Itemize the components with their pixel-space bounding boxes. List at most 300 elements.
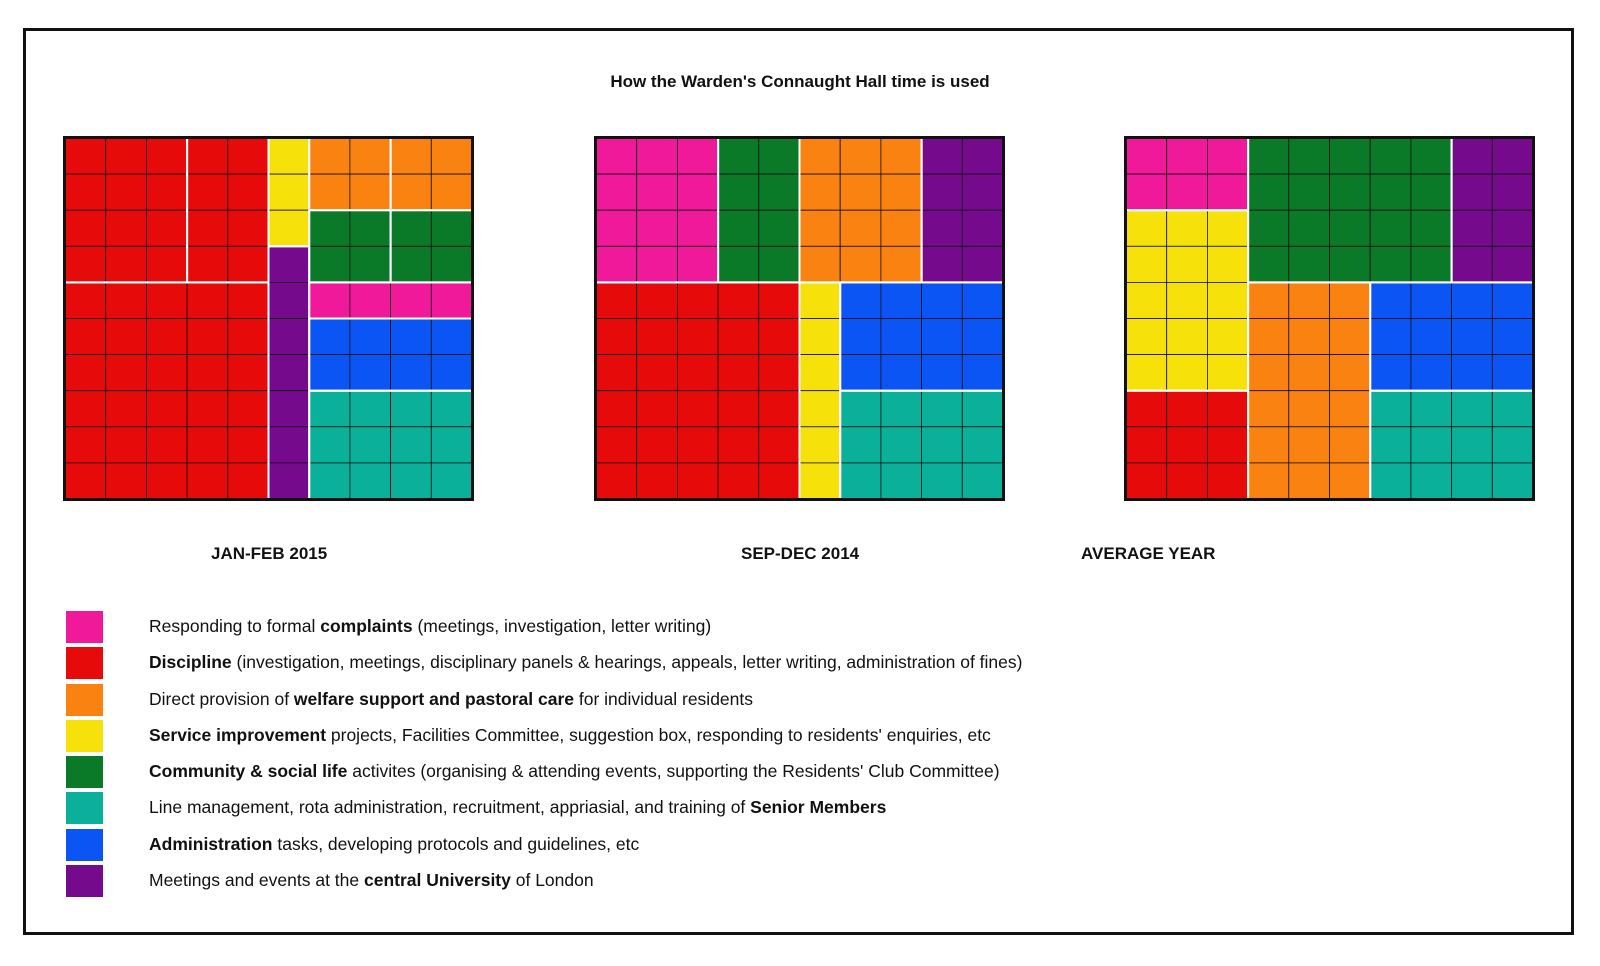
waffle-cell-complaints — [677, 246, 718, 282]
waffle-cell-discipline — [228, 210, 269, 246]
waffle-cell-welfare — [1289, 319, 1330, 355]
legend-swatch-admin — [66, 829, 103, 861]
waffle-cell-line — [350, 427, 391, 463]
waffle-cell-community — [1370, 174, 1411, 210]
waffle-cell-central — [922, 210, 963, 246]
legend-text-discipline — [149, 652, 1022, 673]
waffle-cell-line — [309, 463, 350, 499]
waffle-cell-complaints — [391, 282, 432, 318]
waffle-cell-line — [309, 391, 350, 427]
waffle-cell-discipline — [596, 355, 637, 391]
waffle-cell-complaints — [637, 174, 678, 210]
waffle-cell-discipline — [187, 427, 228, 463]
waffle-cell-welfare — [881, 174, 922, 210]
legend-text-segment: Responding to formal — [149, 616, 321, 636]
waffle-cell-welfare — [1248, 319, 1289, 355]
waffle-cell-complaints — [677, 138, 718, 174]
waffle-cell-admin — [1452, 282, 1493, 318]
waffle-cell-welfare — [1330, 391, 1371, 427]
legend-text-segment: Discipline — [149, 652, 232, 673]
waffle-cell-central — [1452, 210, 1493, 246]
waffle-cell-discipline — [228, 282, 269, 318]
waffle-cell-line — [1492, 391, 1533, 427]
waffle-cell-admin — [1411, 319, 1452, 355]
waffle-cell-community — [1248, 210, 1289, 246]
waffle-cell-welfare — [800, 246, 841, 282]
waffle-cell-admin — [391, 319, 432, 355]
waffle-cell-central — [269, 427, 310, 463]
waffle-cell-line — [391, 427, 432, 463]
legend-swatch-community — [66, 756, 103, 788]
waffle-cell-discipline — [637, 391, 678, 427]
waffle-cell-line — [1370, 427, 1411, 463]
waffle-cell-community — [1370, 246, 1411, 282]
waffle-cell-community — [1248, 138, 1289, 174]
waffle-cell-central — [1452, 174, 1493, 210]
waffle-cell-central — [269, 319, 310, 355]
waffle-cell-community — [718, 174, 759, 210]
waffle-cell-discipline — [596, 319, 637, 355]
waffle-cell-discipline — [187, 463, 228, 499]
waffle-cell-complaints — [1207, 174, 1248, 210]
waffle-cell-line — [1452, 463, 1493, 499]
waffle-cell-discipline — [637, 427, 678, 463]
legend-text-line — [149, 797, 886, 818]
waffle-cell-community — [1289, 174, 1330, 210]
legend-text-segment: Meetings and events at the — [149, 870, 364, 891]
waffle-cell-line — [309, 427, 350, 463]
waffle-cell-line — [1370, 391, 1411, 427]
waffle-cell-discipline — [65, 427, 106, 463]
waffle-cell-community — [718, 210, 759, 246]
waffle-cell-discipline — [187, 174, 228, 210]
waffle-cell-discipline — [677, 391, 718, 427]
waffle-cell-welfare — [1248, 391, 1289, 427]
legend-text-segment: Administration — [149, 833, 273, 854]
waffle-cell-central — [962, 246, 1003, 282]
waffle-cell-line — [922, 463, 963, 499]
waffle-cell-line — [962, 427, 1003, 463]
waffle-cell-service — [1207, 246, 1248, 282]
waffle-cell-complaints — [596, 246, 637, 282]
waffle-cell-complaints — [1167, 174, 1208, 210]
waffle-cell-admin — [1411, 282, 1452, 318]
waffle-cell-service — [1207, 210, 1248, 246]
waffle-cell-discipline — [187, 355, 228, 391]
waffle-cell-discipline — [187, 391, 228, 427]
waffle-cell-community — [1248, 246, 1289, 282]
legend-text-community — [149, 761, 1000, 782]
waffle-cell-complaints — [1167, 138, 1208, 174]
waffle-chart-average-year — [1124, 136, 1535, 501]
waffle-cell-welfare — [1289, 355, 1330, 391]
waffle-cell-complaints — [1126, 138, 1167, 174]
waffle-cell-admin — [1452, 319, 1493, 355]
legend-swatch-service — [66, 720, 103, 752]
waffle-cell-service — [1167, 319, 1208, 355]
waffle-cell-complaints — [309, 282, 350, 318]
waffle-cell-central — [1492, 246, 1533, 282]
waffle-cell-line — [1452, 427, 1493, 463]
waffle-cell-discipline — [718, 355, 759, 391]
waffle-cell-central — [962, 174, 1003, 210]
legend-text-segment: central University — [364, 870, 511, 891]
waffle-cell-admin — [1492, 282, 1533, 318]
waffle-cell-discipline — [187, 246, 228, 282]
waffle-cell-welfare — [309, 138, 350, 174]
waffle-cell-service — [269, 210, 310, 246]
legend-text-central — [149, 870, 594, 891]
waffle-cell-discipline — [146, 319, 187, 355]
waffle-cell-discipline — [106, 355, 147, 391]
waffle-cell-discipline — [106, 174, 147, 210]
waffle-cell-service — [800, 391, 841, 427]
waffle-cell-complaints — [637, 210, 678, 246]
waffle-cell-admin — [1452, 355, 1493, 391]
waffle-cell-line — [391, 463, 432, 499]
waffle-cell-service — [800, 282, 841, 318]
panel-label-jan-feb-2015: JAN-FEB 2015 — [211, 544, 328, 563]
waffle-cell-complaints — [637, 246, 678, 282]
waffle-cell-discipline — [637, 319, 678, 355]
waffle-cell-line — [431, 427, 472, 463]
waffle-cell-welfare — [309, 174, 350, 210]
legend-text-segment: (investigation, meetings, disciplinary panels & hearings, appeals, letter writing, administration of fines) — [231, 652, 1023, 673]
waffle-cell-community — [1370, 210, 1411, 246]
waffle-cell-welfare — [1289, 282, 1330, 318]
waffle-cell-service — [1126, 210, 1167, 246]
waffle-cell-central — [922, 138, 963, 174]
waffle-cell-welfare — [840, 246, 881, 282]
waffle-cell-admin — [962, 319, 1003, 355]
waffle-cell-complaints — [596, 138, 637, 174]
waffle-cell-welfare — [1330, 355, 1371, 391]
waffle-cell-discipline — [637, 282, 678, 318]
waffle-cell-discipline — [65, 138, 106, 174]
waffle-cell-discipline — [718, 427, 759, 463]
waffle-cell-line — [881, 391, 922, 427]
waffle-cell-admin — [1411, 355, 1452, 391]
waffle-cell-discipline — [1207, 427, 1248, 463]
waffle-cell-community — [431, 246, 472, 282]
waffle-cell-discipline — [106, 138, 147, 174]
legend-text-segment: Senior Members — [750, 797, 887, 818]
waffle-cell-admin — [881, 319, 922, 355]
waffle-cell-discipline — [228, 138, 269, 174]
waffle-cell-complaints — [1207, 138, 1248, 174]
waffle-cell-central — [1492, 138, 1533, 174]
waffle-cell-central — [922, 174, 963, 210]
waffle-cell-central — [269, 355, 310, 391]
waffle-cell-welfare — [1248, 355, 1289, 391]
waffle-cell-discipline — [146, 210, 187, 246]
waffle-cell-admin — [350, 355, 391, 391]
waffle-cell-community — [1289, 246, 1330, 282]
waffle-cell-discipline — [65, 463, 106, 499]
waffle-cell-community — [1411, 174, 1452, 210]
legend-swatch-welfare — [66, 684, 103, 716]
waffle-cell-community — [718, 246, 759, 282]
waffle-cell-discipline — [146, 174, 187, 210]
waffle-cell-central — [1452, 138, 1493, 174]
waffle-cell-discipline — [106, 246, 147, 282]
waffle-cell-central — [269, 282, 310, 318]
waffle-cell-welfare — [1330, 282, 1371, 318]
panel-label-sep-dec-2014: SEP-DEC 2014 — [741, 544, 860, 563]
waffle-cell-discipline — [759, 463, 800, 499]
waffle-cell-service — [1126, 246, 1167, 282]
waffle-cell-service — [1167, 282, 1208, 318]
waffle-cell-discipline — [596, 282, 637, 318]
legend-text-segment: activites (organising & attending events, supporting the Residents' Club Committee) — [347, 761, 1000, 782]
legend-text-segment: projects, Facilities Committee, suggestion box, responding to residents' enquiries, etc — [326, 724, 991, 745]
waffle-cell-service — [1126, 282, 1167, 318]
waffle-chart-sep-dec-2014 — [594, 136, 1005, 501]
waffle-cell-discipline — [146, 282, 187, 318]
waffle-cell-discipline — [677, 463, 718, 499]
waffle-cell-welfare — [1330, 463, 1371, 499]
waffle-cell-central — [962, 138, 1003, 174]
waffle-cell-line — [1452, 391, 1493, 427]
legend-text-segment: tasks, developing protocols and guidelines, etc — [272, 833, 640, 854]
waffle-cell-community — [718, 138, 759, 174]
legend-text-segment: Line management, rota administration, recruitment, appriasial, and training of — [149, 797, 751, 818]
waffle-cell-line — [1492, 427, 1533, 463]
waffle-cell-complaints — [677, 210, 718, 246]
waffle-cell-complaints — [596, 210, 637, 246]
waffle-cell-admin — [1370, 282, 1411, 318]
waffle-cell-discipline — [718, 282, 759, 318]
waffle-cell-discipline — [106, 391, 147, 427]
waffle-cell-admin — [881, 282, 922, 318]
waffle-cell-line — [431, 463, 472, 499]
waffle-cell-community — [1411, 210, 1452, 246]
waffle-cell-admin — [840, 319, 881, 355]
waffle-cell-discipline — [106, 319, 147, 355]
waffle-cell-admin — [309, 355, 350, 391]
waffle-cell-welfare — [1248, 427, 1289, 463]
waffle-cell-discipline — [718, 463, 759, 499]
waffle-cell-community — [1411, 138, 1452, 174]
waffle-cell-central — [922, 246, 963, 282]
waffle-cell-community — [391, 210, 432, 246]
waffle-cell-service — [800, 463, 841, 499]
waffle-cell-service — [1207, 355, 1248, 391]
waffle-cell-admin — [350, 319, 391, 355]
waffle-cell-discipline — [106, 463, 147, 499]
legend-text-service — [149, 725, 991, 746]
waffle-cell-discipline — [65, 210, 106, 246]
waffle-cell-complaints — [1126, 174, 1167, 210]
waffle-cell-admin — [1492, 319, 1533, 355]
waffle-cell-line — [1411, 391, 1452, 427]
waffle-cell-discipline — [759, 391, 800, 427]
waffle-cell-service — [1126, 355, 1167, 391]
waffle-cell-central — [1492, 210, 1533, 246]
waffle-cell-complaints — [637, 138, 678, 174]
waffle-cell-admin — [922, 282, 963, 318]
legend-text-segment: Service improvement — [149, 724, 327, 745]
waffle-cell-discipline — [1126, 463, 1167, 499]
waffle-cell-line — [962, 391, 1003, 427]
waffle-cell-community — [350, 246, 391, 282]
waffle-cell-discipline — [596, 391, 637, 427]
waffle-cell-welfare — [1330, 319, 1371, 355]
waffle-cell-discipline — [146, 463, 187, 499]
waffle-cell-welfare — [1289, 463, 1330, 499]
waffle-cell-discipline — [106, 427, 147, 463]
waffle-cell-community — [431, 210, 472, 246]
waffle-cell-discipline — [637, 355, 678, 391]
waffle-cell-discipline — [228, 246, 269, 282]
waffle-cell-welfare — [840, 174, 881, 210]
waffle-cell-discipline — [187, 210, 228, 246]
waffle-cell-community — [759, 174, 800, 210]
waffle-cell-discipline — [106, 282, 147, 318]
legend-text-segment: complaints — [320, 616, 413, 636]
waffle-cell-discipline — [65, 319, 106, 355]
waffle-cell-admin — [391, 355, 432, 391]
waffle-cell-welfare — [1330, 427, 1371, 463]
waffle-cell-line — [881, 463, 922, 499]
waffle-cell-discipline — [146, 138, 187, 174]
waffle-cell-discipline — [146, 391, 187, 427]
legend-text-segment: for individual residents — [574, 688, 753, 709]
waffle-cell-community — [1370, 138, 1411, 174]
waffle-cell-admin — [962, 282, 1003, 318]
waffle-cell-welfare — [881, 246, 922, 282]
waffle-cell-complaints — [677, 174, 718, 210]
waffle-cell-welfare — [431, 174, 472, 210]
waffle-cell-service — [800, 319, 841, 355]
waffle-cell-discipline — [228, 355, 269, 391]
legend-text-complaints — [149, 616, 711, 637]
waffle-cell-discipline — [759, 282, 800, 318]
waffle-cell-admin — [840, 282, 881, 318]
legend-text-segment: (meetings, investigation, letter writing) — [412, 616, 712, 636]
waffle-cell-service — [269, 138, 310, 174]
waffle-cell-welfare — [840, 210, 881, 246]
waffle-cell-welfare — [391, 138, 432, 174]
waffle-cell-discipline — [1207, 463, 1248, 499]
waffle-cell-discipline — [759, 355, 800, 391]
waffle-cell-welfare — [1248, 282, 1289, 318]
waffle-cell-community — [350, 210, 391, 246]
waffle-cell-discipline — [65, 246, 106, 282]
waffle-cell-central — [1452, 246, 1493, 282]
waffle-cell-admin — [881, 355, 922, 391]
legend-swatch-complaints — [66, 611, 103, 643]
waffle-cell-welfare — [350, 174, 391, 210]
waffle-cell-discipline — [596, 427, 637, 463]
waffle-cell-discipline — [1207, 391, 1248, 427]
waffle-cell-central — [269, 391, 310, 427]
legend-text-segment: of London — [510, 870, 594, 891]
waffle-cell-community — [1330, 246, 1371, 282]
waffle-cell-line — [350, 391, 391, 427]
waffle-cell-discipline — [65, 391, 106, 427]
waffle-cell-discipline — [187, 282, 228, 318]
waffle-cell-discipline — [718, 319, 759, 355]
waffle-cell-welfare — [800, 174, 841, 210]
waffle-cell-line — [922, 427, 963, 463]
legend-text-welfare — [149, 689, 753, 710]
waffle-cell-discipline — [1167, 427, 1208, 463]
legend-text-segment: welfare support and pastoral care — [293, 688, 575, 709]
waffle-cell-discipline — [637, 463, 678, 499]
waffle-cell-admin — [1370, 355, 1411, 391]
waffle-cell-community — [1330, 138, 1371, 174]
legend-swatch-line — [66, 792, 103, 824]
waffle-cell-discipline — [228, 463, 269, 499]
waffle-cell-welfare — [391, 174, 432, 210]
waffle-cell-service — [1207, 319, 1248, 355]
waffle-cell-service — [1167, 210, 1208, 246]
waffle-cell-discipline — [759, 319, 800, 355]
legend-text-admin — [149, 834, 639, 855]
waffle-cell-admin — [1370, 319, 1411, 355]
waffle-cell-community — [1248, 174, 1289, 210]
waffle-cell-community — [309, 246, 350, 282]
waffle-cell-line — [391, 391, 432, 427]
waffle-cell-line — [1492, 463, 1533, 499]
waffle-cell-service — [1207, 282, 1248, 318]
waffle-cell-community — [1289, 210, 1330, 246]
waffle-cell-line — [350, 463, 391, 499]
waffle-cell-line — [840, 391, 881, 427]
waffle-cell-discipline — [677, 282, 718, 318]
waffle-cell-welfare — [840, 138, 881, 174]
waffle-cell-admin — [309, 319, 350, 355]
waffle-cell-admin — [962, 355, 1003, 391]
waffle-cell-welfare — [881, 138, 922, 174]
waffle-cell-service — [1126, 319, 1167, 355]
waffle-cell-discipline — [228, 427, 269, 463]
waffle-cell-central — [269, 463, 310, 499]
waffle-cell-community — [1330, 210, 1371, 246]
waffle-cell-community — [1411, 246, 1452, 282]
waffle-cell-welfare — [350, 138, 391, 174]
waffle-cell-discipline — [759, 427, 800, 463]
waffle-cell-welfare — [1289, 391, 1330, 427]
waffle-cell-admin — [922, 355, 963, 391]
waffle-cell-admin — [431, 355, 472, 391]
waffle-cell-community — [309, 210, 350, 246]
waffle-cell-community — [759, 138, 800, 174]
waffle-cell-discipline — [677, 427, 718, 463]
legend-text-segment: Community & social life — [149, 761, 348, 782]
waffle-cell-discipline — [228, 174, 269, 210]
waffle-cell-discipline — [106, 210, 147, 246]
waffle-cell-line — [962, 463, 1003, 499]
waffle-cell-discipline — [146, 355, 187, 391]
waffle-cell-discipline — [718, 391, 759, 427]
waffle-cell-central — [269, 246, 310, 282]
waffle-cell-discipline — [1126, 427, 1167, 463]
waffle-cell-discipline — [187, 138, 228, 174]
waffle-cell-complaints — [596, 174, 637, 210]
waffle-cell-admin — [1492, 355, 1533, 391]
waffle-cell-welfare — [1248, 463, 1289, 499]
waffle-cell-complaints — [431, 282, 472, 318]
waffle-cell-central — [1492, 174, 1533, 210]
waffle-cell-line — [881, 427, 922, 463]
waffle-chart-jan-feb-2015 — [63, 136, 474, 501]
waffle-cell-service — [1167, 355, 1208, 391]
waffle-cell-line — [840, 427, 881, 463]
waffle-cell-line — [922, 391, 963, 427]
waffle-cell-line — [840, 463, 881, 499]
